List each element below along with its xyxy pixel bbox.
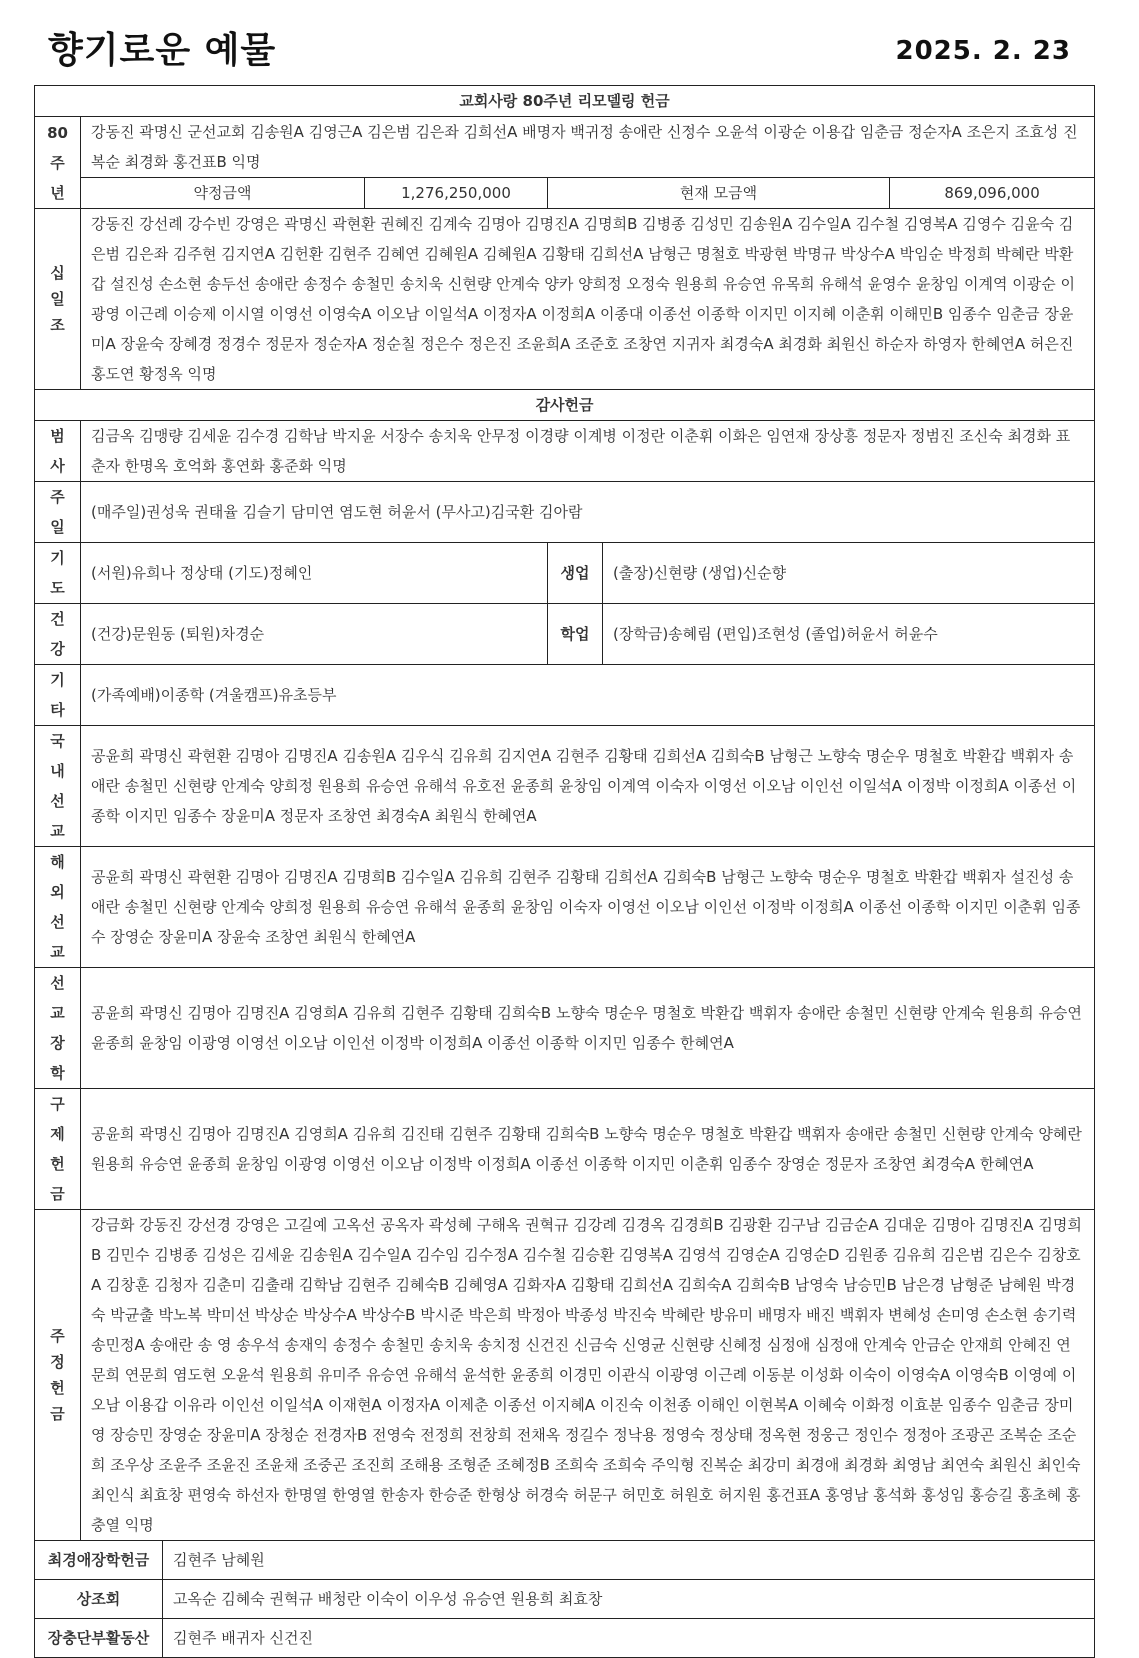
domestic-label: 국내 선교: [35, 726, 81, 847]
beomsa-label: 범사: [35, 421, 81, 482]
juil-names: (매주일)권성욱 권태율 김슬기 담미연 염도현 허윤서 (무사고)김국환 김아람: [81, 482, 1095, 543]
choi-names: 김현주 남혜원: [163, 1541, 1095, 1580]
page-date: 2025. 2. 23: [895, 36, 1071, 66]
offering-table: [34, 85, 1095, 1658]
jangchung-label: 장충단부활동산: [35, 1619, 163, 1658]
prayer-label: 기도: [35, 543, 81, 604]
scholarship-label: 선교 장학: [35, 968, 81, 1089]
beomsa-names: 김금옥 김맹량 김세윤 김수경 김학남 박지윤 서장수 송치욱 안무정 이경량 이계병 이정란 이춘휘 이화은 임연재 장상흥 정문자 정범진 조신숙 최경화 표춘자 한명옥 호억화 홍연화 홍준화 익명: [81, 421, 1095, 482]
business-names: (출장)신현량 (생업)신순향: [603, 543, 1095, 604]
etc-names: (가족예배)이종학 (겨울캠프)유초등부: [81, 665, 1095, 726]
sangjo-label: 상조회: [35, 1580, 163, 1619]
current-value: 869,096,000: [890, 178, 1095, 209]
prayer-names: (서원)유희나 정상태 (기도)정혜인: [81, 543, 548, 604]
study-label: 학업: [548, 604, 603, 665]
etc-label: 기타: [35, 665, 81, 726]
juil-label: 주일: [35, 482, 81, 543]
sangjo-names: 고옥순 김혜숙 권혁규 배청란 이숙이 이우성 유승연 원용희 최효창: [163, 1580, 1095, 1619]
scholarship-names: 공윤희 곽명신 김명아 김명진A 김영희A 김유희 김현주 김황태 김희숙B 노향숙 명순우 명철호 박환갑 백휘자 송애란 송철민 신현량 안계숙 원용희 유승연 윤종희 윤창임 이광영 이영선 이오남 이인선 이정박 이정희A 이종선 이종학 이지민 임종수 한혜연A: [81, 968, 1095, 1089]
anniv-names: 강동진 곽명신 군선교회 김송원A 김영근A 김은범 김은좌 김희선A 배명자 백귀정 송애란 신정수 오윤석 이광순 이용갑 임춘금 정순자A 조은지 조효성 진복순 최경화 홍건표B 익명: [81, 117, 1095, 178]
weekly-label: 주 정 헌 금: [35, 1210, 81, 1541]
relief-names: 공윤희 곽명신 김명아 김명진A 김영희A 김유희 김진태 김현주 김황태 김희숙B 노향숙 명순우 명철호 박환갑 백휘자 송애란 송철민 신현량 안계숙 양혜란 원용희 유승연 윤종희 윤창임 이광영 이영선 이오남 이정박 이정희A 이종선 이종학 이지민 이춘휘 임종수 장영순 정문자 조창연 최경숙A 한혜연A: [81, 1089, 1095, 1210]
tithe-names: 강동진 강선례 강수빈 강영은 곽명신 곽현환 권혜진 김계숙 김명아 김명진A 김명희B 김병종 김성민 김송원A 김수일A 김수철 김영복A 김영수 김윤숙 김은범 김은좌 김주현 김지연A 김헌환 김현주 김혜연 김혜원A 김혜원A 김황태 김희선A 남형근 명철호 박광현 박명규 박상수A 박임순 박정희 박혜란 박환갑 설진성 손소현 송두선 송애란 송정수 송철민 송치욱 신현량 안계숙 양카 양희정 오정숙 원용희 유승연 유목희 유해석 윤영수 윤창임 이계역 이광순 이광영 이근례 이승제 이시열 이영선 이영숙A 이오남 이일석A 이정자A 이정희A 이종대 이종선 이종학 이지민 이지혜 이춘휘 이해민B 임종수 임춘금 장윤미A 장윤숙 장혜경 정경수 정문자 정순자A 정순칠 정은수 정은진 조윤희A 조준호 조창연 지귀자 최경숙A 최경화 최원신 하순자 하영자 한혜연A 허은진 홍도연 황정옥 익명: [81, 209, 1095, 390]
choi-label: 최경애장학헌금: [35, 1541, 163, 1580]
remodel-section-title: 교회사랑 80주년 리모델링 헌금: [35, 86, 1095, 117]
overseas-label: 해외 선교: [35, 847, 81, 968]
study-names: (장학금)송혜림 (편입)조현성 (졸업)허윤서 허윤수: [603, 604, 1095, 665]
domestic-names: 공윤희 곽명신 곽현환 김명아 김명진A 김송원A 김우식 김유희 김지연A 김현주 김황태 김희선A 김희숙B 남형근 노향숙 명순우 명철호 박환갑 백휘자 송애란 송철민 신현량 안계숙 양희정 원용희 유승연 유해석 유호전 윤종희 윤창임 이계역 이숙자 이영선 이오남 이인선 이일석A 이정박 이정희A 이종선 이종학 이지민 임종수 장윤미A 정문자 조창연 최경숙A 최원식 한혜연A: [81, 726, 1095, 847]
weekly-names: 강금화 강동진 강선경 강영은 고길예 고옥선 공옥자 곽성혜 구해옥 권혁규 김강례 김경옥 김경희B 김광환 김구남 김금순A 김대운 김명아 김명진A 김명희B 김민수 김병종 김성은 김세윤 김송원A 김수일A 김수임 김수정A 김수철 김승환 김영복A 김영석 김영순A 김영순D 김원종 김유희 김은범 김은수 김창호A 김창훈 김청자 김춘미 김출래 김학남 김현주 김혜숙B 김혜영A 김화자A 김황태 김희선A 김희숙A 김희숙B 남영숙 남승민B 남은경 남형준 남혜원 박경숙 박균출 박노복 박미선 박상순 박상수A 박상수B 박시준 박은희 박정아 박종성 박진숙 박혜란 방유미 배명자 배진 백휘자 변혜성 손미영 손소현 송기력 송민정A 송애란 송 영 송우석 송재익 송정수 송철민 송치욱 송치정 신건진 신금숙 신영균 신현량 신혜정 심정애 심정애 안계숙 안금순 안재희 안혜진 연문희 연문희 염도현 오윤석 원용희 유미주 유승연 유해석 윤석한 윤종희 이경민 이관식 이광영 이근례 이동분 이성화 이숙이 이영숙A 이영숙B 이영예 이오남 이용갑 이유라 이인선 이일석A 이재현A 이정자A 이제춘 이종선 이지혜A 이진숙 이천종 이해인 이현복A 이혜숙 이화정 이효분 임종수 임춘금 장미영 장승민 장영순 장윤미A 장청순 전경자B 전영숙 전정희 전창희 전채옥 정길수 정낙용 정영숙 정상태 정옥현 정웅근 정인수 정정아 조광곤 조복순 조순희 조우상 조윤주 조윤진 조윤채 조중곤 조진희 조해용 조형준 조혜정B 조희숙 조희숙 주익형 진복순 최강미 최경애 최경화 최영남 최연숙 최원신 최인숙 최인식 최효창 편영숙 하선자 한명열 한영열 한송자 한승준 한형상 허경숙 허문구 허민호 허원호 허지원 홍건표A 홍영남 홍석화 홍성임 홍승길 홍초혜 홍충열 익명: [81, 1210, 1095, 1541]
jangchung-names: 김현주 배귀자 신건진: [163, 1619, 1095, 1658]
health-names: (건강)문원동 (퇴원)차경순: [81, 604, 548, 665]
current-label: 현재 모금액: [548, 178, 890, 209]
tithe-label: 십 일 조: [35, 209, 81, 390]
relief-label: 구제 헌금: [35, 1089, 81, 1210]
page-title: 향기로운 예물: [48, 30, 277, 71]
thanks-section-title: 감사헌금: [35, 390, 1095, 421]
overseas-names: 공윤희 곽명신 곽현환 김명아 김명진A 김명희B 김수일A 김유희 김현주 김황태 김희선A 김희숙B 남형근 노향숙 명순우 명철호 박환갑 백휘자 설진성 송애란 송철민 신현량 안계숙 양희정 원용희 유승연 유해석 윤종희 윤창임 이숙자 이영선 이오남 이인선 이정박 이정희A 이종선 이종학 이지민 이춘휘 임종수 장영순 장윤미A 장윤숙 조창연 최원식 한혜연A: [81, 847, 1095, 968]
pledge-label: 약정금액: [81, 178, 365, 209]
pledge-value: 1,276,250,000: [365, 178, 548, 209]
business-label: 생업: [548, 543, 603, 604]
anniv-label: 80 주년: [35, 117, 81, 209]
health-label: 건강: [35, 604, 81, 665]
